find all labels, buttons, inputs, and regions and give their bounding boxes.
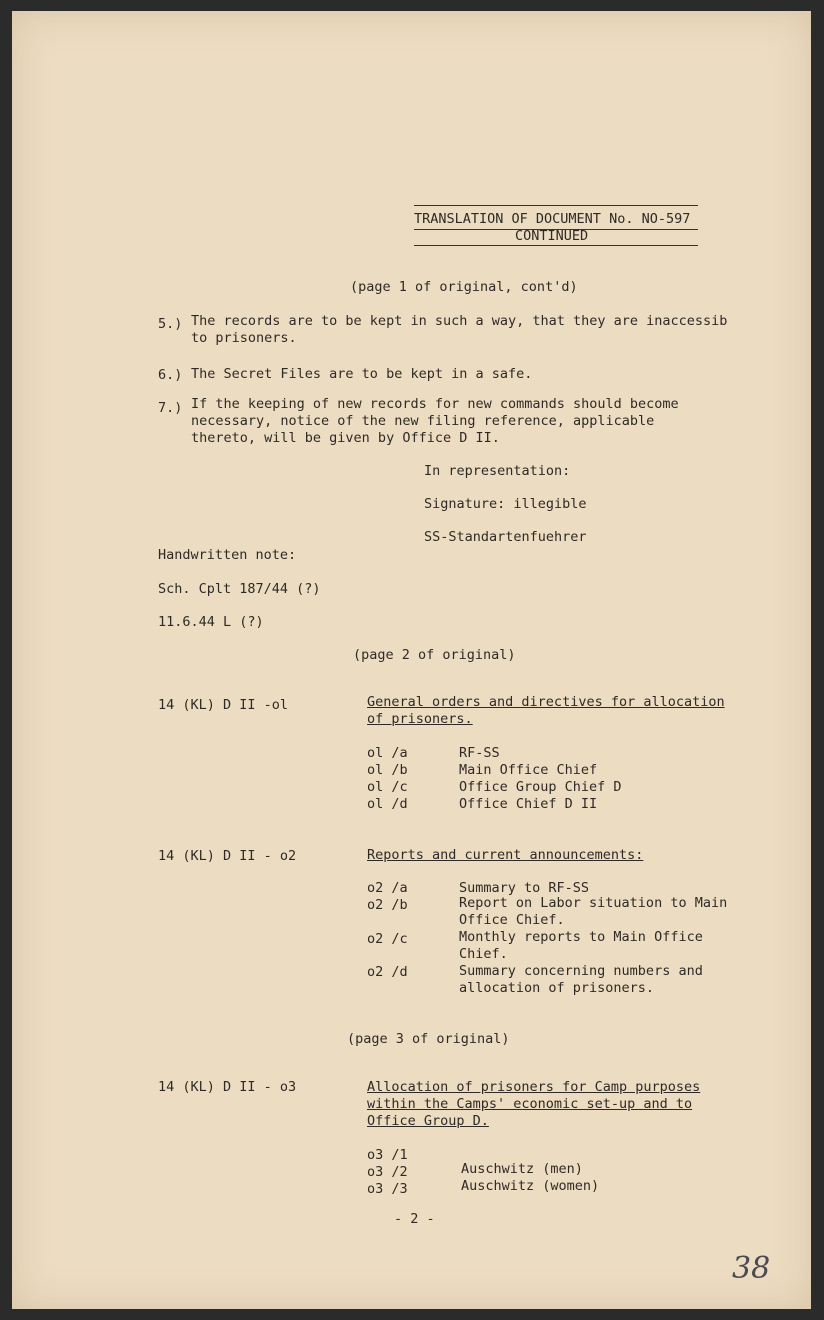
page1-note: (page 1 of original, cont'd) <box>350 279 578 295</box>
item-number: 5.) <box>158 316 183 332</box>
signature-representation: In representation: <box>424 463 571 479</box>
section-code: 14 (KL) D II - o3 <box>158 1079 297 1095</box>
header-subtitle: CONTINUED <box>515 228 589 244</box>
page2-note: (page 2 of original) <box>353 647 516 663</box>
sub-text: Office Chief. <box>459 912 565 928</box>
section-title: Allocation of prisoners for Camp purposes <box>367 1079 701 1095</box>
page3-note: (page 3 of original) <box>347 1031 510 1047</box>
sub-text: Auschwitz (women) <box>461 1178 600 1194</box>
sub-code: o3 /2 <box>367 1164 408 1180</box>
sub-code: o2 /d <box>367 964 408 980</box>
sub-text: Report on Labor situation to Main <box>459 895 728 911</box>
item-text: to prisoners. <box>191 330 297 346</box>
sub-text: Summary concerning numbers and <box>459 963 703 979</box>
signature-line: Signature: illegible <box>424 496 587 512</box>
sub-text: Monthly reports to Main Office <box>459 929 703 945</box>
sub-code: ol /b <box>367 762 408 778</box>
sub-text: Chief. <box>459 946 508 962</box>
sub-text: Office Chief D II <box>459 796 598 812</box>
sub-text: Auschwitz (men) <box>461 1161 583 1177</box>
handwritten-label: Handwritten note: <box>158 547 297 563</box>
page-number: - 2 - <box>394 1211 435 1227</box>
signature-rank: SS-Standartenfuehrer <box>424 529 587 545</box>
section-code: 14 (KL) D II - o2 <box>158 848 297 864</box>
sub-text: Office Group Chief D <box>459 779 622 795</box>
archive-page-number: 38 <box>732 1251 771 1286</box>
document-page <box>12 11 811 1309</box>
sub-code: o2 /b <box>367 897 408 913</box>
sub-code: o2 /c <box>367 931 408 947</box>
header-bottom-rule <box>414 245 698 246</box>
sub-code: o3 /3 <box>367 1181 408 1197</box>
handwritten-line: Sch. Cplt 187/44 (?) <box>158 581 321 597</box>
header-title: TRANSLATION OF DOCUMENT No. NO-597 <box>414 211 691 227</box>
section-title: Office Group D. <box>367 1113 489 1129</box>
sub-code: ol /d <box>367 796 408 812</box>
sub-code: ol /c <box>367 779 408 795</box>
section-title: of prisoners. <box>367 711 473 727</box>
sub-text: RF-SS <box>459 745 500 761</box>
section-title: Reports and current announcements: <box>367 847 644 863</box>
header-top-rule <box>414 205 698 206</box>
item-text: The records are to be kept in such a way, that they are inaccessib <box>191 313 728 329</box>
sub-text: allocation of prisoners. <box>459 980 655 996</box>
item-text: The Secret Files are to be kept in a safe. <box>191 366 533 382</box>
item-number: 6.) <box>158 367 183 383</box>
sub-text: Summary to RF-SS <box>459 880 590 896</box>
section-title: within the Camps' economic set-up and to <box>367 1096 693 1112</box>
item-text: If the keeping of new records for new commands should become <box>191 396 679 412</box>
sub-code: o2 /a <box>367 880 408 896</box>
item-text: necessary, notice of the new filing reference, applicable <box>191 413 655 429</box>
sub-code: ol /a <box>367 745 408 761</box>
handwritten-line: 11.6.44 L (?) <box>158 614 264 630</box>
item-number: 7.) <box>158 400 183 416</box>
item-text: thereto, will be given by Office D II. <box>191 430 500 446</box>
section-code: 14 (KL) D II -ol <box>158 697 289 713</box>
sub-code: o3 /1 <box>367 1147 408 1163</box>
sub-text: Main Office Chief <box>459 762 598 778</box>
section-title: General orders and directives for allocation <box>367 694 725 710</box>
